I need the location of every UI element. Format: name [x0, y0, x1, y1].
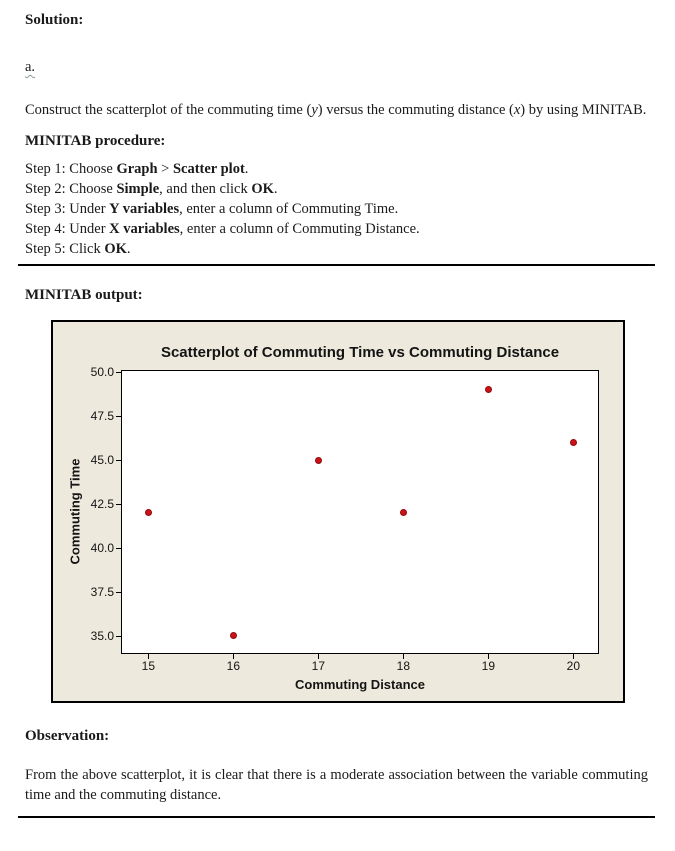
data-point	[485, 386, 492, 393]
solution-heading: Solution:	[25, 12, 84, 28]
intro-paragraph	[25, 100, 648, 120]
chart-title: Scatterplot of Commuting Time vs Commuting Distance	[160, 344, 560, 361]
part-label: a.	[25, 59, 36, 75]
text-run: Step 2: Choose	[25, 181, 117, 197]
text-run: >	[157, 161, 173, 177]
minitab-scatterplot	[51, 320, 625, 703]
text-run: .	[126, 241, 131, 257]
text-run: OK	[104, 241, 127, 257]
text-run: Simple	[116, 181, 160, 197]
y-tick-label: 47.5	[90, 409, 114, 424]
text-run: ) versus the commuting distance (	[317, 102, 514, 118]
x-tick-mark	[233, 654, 234, 659]
x-tick-label: 17	[311, 659, 326, 673]
x-tick-label: 19	[481, 659, 496, 673]
output-heading: MINITAB output:	[25, 287, 143, 303]
x-tick-mark	[573, 654, 574, 659]
y-tick-label: 35.0	[90, 628, 114, 643]
x-tick-label: 18	[396, 659, 411, 673]
observation-paragraph: From the above scatterplot, it is clear that there is a moderate association between the variable commuting time and the commuting distance.	[25, 767, 648, 803]
y-tick-mark	[116, 636, 122, 637]
x-tick-label: 16	[226, 659, 241, 673]
procedure-step	[25, 219, 648, 239]
procedure-step	[25, 239, 648, 259]
x-tick-mark	[148, 654, 149, 659]
procedure-step	[25, 199, 648, 219]
text-run: Step 5: Click	[25, 241, 105, 257]
y-tick-mark	[116, 548, 122, 549]
y-axis-label: Commuting Time	[67, 458, 83, 565]
x-tick-label: 15	[141, 659, 156, 673]
y-tick-label: 50.0	[90, 365, 114, 380]
plot-area	[121, 370, 599, 654]
y-tick-label: 45.0	[90, 453, 114, 467]
x-tick-mark	[488, 654, 489, 659]
y-tick-mark	[116, 460, 122, 461]
x-axis-label: Commuting Distance	[294, 677, 425, 692]
data-point	[570, 439, 577, 446]
y-tick-mark	[116, 372, 122, 373]
text-run: Step 3: Under	[25, 201, 110, 217]
horizontal-divider	[18, 264, 655, 266]
x-tick-mark	[318, 654, 319, 659]
data-point	[315, 457, 322, 464]
procedure-heading: MINITAB procedure:	[25, 133, 166, 149]
text-run: .	[244, 161, 249, 177]
y-tick-mark	[116, 504, 122, 505]
text-run: , enter a column of Commuting Distance.	[179, 221, 420, 237]
text-run: , enter a column of Commuting Time.	[179, 201, 399, 217]
text-run: , and then click	[159, 181, 252, 197]
text-run: Step 4: Under	[25, 221, 110, 237]
y-tick-label: 42.5	[90, 496, 114, 511]
x-tick-label: 20	[566, 659, 581, 673]
observation-heading: Observation:	[25, 728, 110, 744]
text-run: X variables	[109, 221, 180, 237]
text-run: Construct the scatterplot of the commuting time (	[25, 102, 312, 118]
text-run: x	[513, 102, 521, 118]
text-run: Step 1: Choose	[25, 161, 117, 177]
text-run: Scatter plot	[172, 161, 245, 177]
text-run: Graph	[116, 161, 158, 177]
text-run: Y variables	[109, 201, 180, 217]
horizontal-divider	[18, 816, 655, 818]
x-tick-mark	[403, 654, 404, 659]
y-tick-mark	[116, 416, 122, 417]
procedure-step	[25, 159, 648, 179]
y-tick-label: 40.0	[90, 540, 114, 555]
text-run: ) by using MINITAB.	[520, 102, 647, 118]
y-tick-label: 37.5	[90, 584, 114, 599]
text-run: OK	[251, 181, 274, 197]
y-tick-mark	[116, 592, 122, 593]
procedure-steps	[25, 159, 648, 259]
text-run: y	[311, 102, 318, 118]
procedure-step	[25, 179, 648, 199]
text-run: .	[273, 181, 278, 197]
